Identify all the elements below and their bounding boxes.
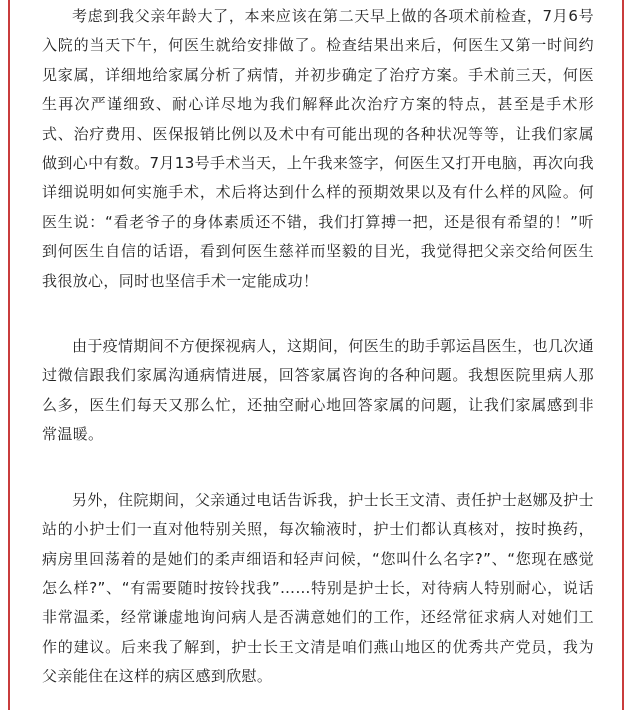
article-body — [42, 2, 594, 692]
paragraph-wechat-communication: 由于疫情期间不方便探视病人，这期间，何医生的助手郭运昌医生，也几次通过微信跟我们家属沟通病情进展，回答家属咨询的各种问题。我想医院里病人那么多，医生们每天又那么忙，还抽空耐心地回答家属的问题，让我们家属感到非常温暖。 — [42, 337, 594, 444]
paragraph-spacer — [42, 450, 594, 486]
paragraph-nursing-care: 另外，住院期间，父亲通过电话告诉我，护士长王文清、责任护士赵娜及护士站的小护士们一直对他特别关照，每次输液时，护士们都认真核对，按时换药，病房里回荡着的是她们的柔声细语和轻声问候，“您叫什么名字?”、“您现在感觉怎么样?”、“有需要随时按铃找我”……特别是护士长，对待病人特别耐心，说话非常温柔，经常谦虚地询问病人是否满意她们的工作，还经常征求病人对她们工作的建议。后来我了解到，护士长王文清是咱们燕山地区的优秀共产党员，我为父亲能住在这样的病区感到欣慰。 — [42, 490, 594, 686]
left-border-line — [8, 0, 10, 710]
paragraph-surgery: 考虑到我父亲年龄大了，本来应该在第二天早上做的各项术前检查，7月6号入院的当天下午，何医生就给安排做了。检查结果出来后，何医生又第一时间约见家属，详细地给家属分析了病情，并初步确定了治疗方案。手术前三天，何医生再次严谨细致、耐心详尽地为我们解释此次治疗方案的特点，甚至是手术形式、治疗费用、医保报销比例以及术中有可能出现的各种状况等等，让我们家属做到心中有数。7月13号手术当天，上午我来签字，何医生又打开电脑，再次向我详细说明如何实施手术，术后将达到什么样的预期效果以及有什么样的风险。何医生说：“看老爷子的身体素质还不错，我们打算搏一把，还是很有希望的！”听到何医生自信的话语，看到何医生慈祥而坚毅的目光，我觉得把父亲交给何医生我很放心，同时也坚信手术一定能成功！ — [42, 7, 594, 290]
paragraph-spacer — [42, 296, 594, 332]
right-border-line — [622, 0, 624, 710]
